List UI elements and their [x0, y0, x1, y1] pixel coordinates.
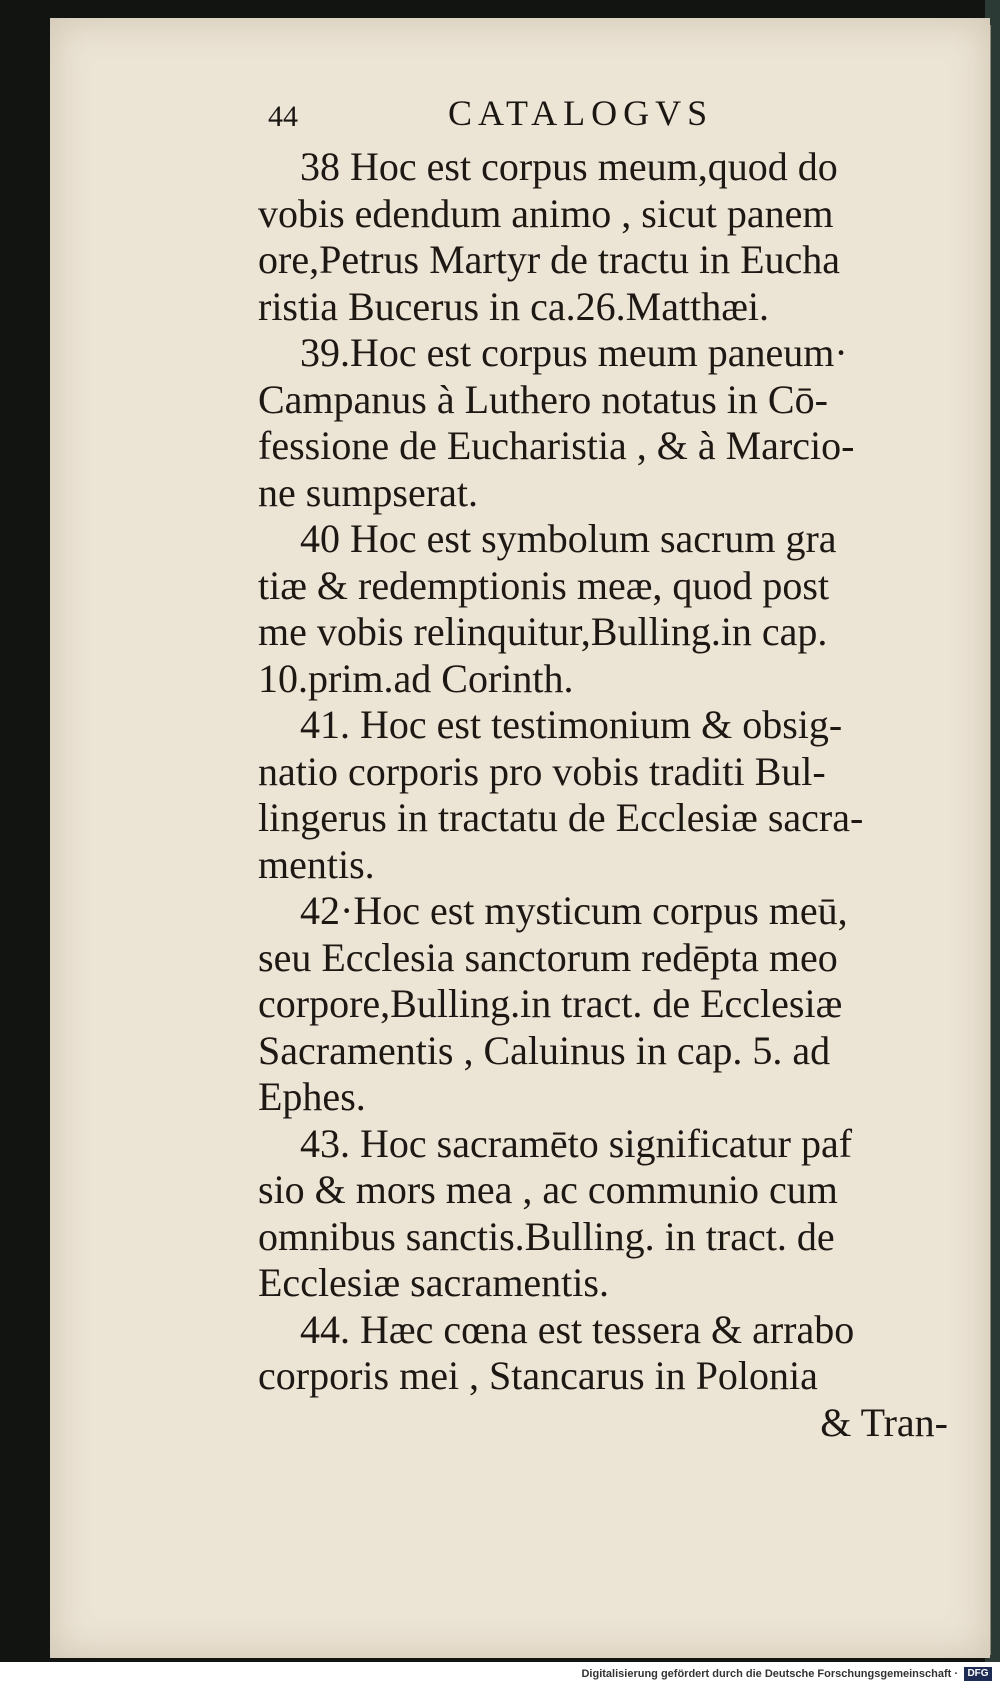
- text-line: 38 Hoc est corpus meum,quod do: [300, 144, 838, 189]
- text-line: 40 Hoc est symbolum sacrum gra: [300, 516, 837, 561]
- text-line: corporis mei , Stancarus in Polonia: [258, 1353, 818, 1398]
- text-line: corpore,Bulling.in tract. de Ecclesiæ: [258, 981, 843, 1026]
- text-line: lingerus in tractatu de Ecclesiæ sacra-: [258, 795, 864, 840]
- text-body: [258, 144, 948, 1446]
- text-line: me vobis relinquitur,Bulling.in cap.: [258, 609, 828, 654]
- text-line: ore,Petrus Martyr de tractu in Eucha: [258, 237, 841, 282]
- text-line: Campanus à Luthero notatus in Cō-: [258, 376, 828, 422]
- text-line: 43. Hoc sacramēto significatur paf: [300, 1120, 853, 1166]
- dfg-logo-icon: DFG: [964, 1667, 992, 1681]
- text-line: Ecclesiæ sacramentis.: [258, 1260, 609, 1305]
- page-number: 44: [268, 100, 298, 133]
- page-header: [268, 92, 988, 142]
- text-line: mentis.: [258, 841, 375, 887]
- text-line: sio & mors mea , ac communio cum: [258, 1167, 838, 1212]
- text-line: Sacramentis , Caluinus in cap. 5. ad: [258, 1027, 831, 1073]
- text-line: fessione de Eucharistia , & à Marcio-: [258, 423, 855, 468]
- text-line: 41. Hoc est testimonium & obsig-: [300, 702, 843, 747]
- text-line: vobis edendum animo , sicut panem: [258, 190, 834, 236]
- text-line: ristia Bucerus in ca.26.Matthæi.: [258, 283, 770, 329]
- running-head: CATALOGVS: [448, 93, 714, 133]
- text-line: seu Ecclesia sanctorum redēpta meo: [258, 934, 838, 980]
- text-line: 39.Hoc est corpus meum paneum·: [300, 330, 848, 375]
- text-line: 44. Hæc cœna est tessera & arrabo: [300, 1306, 855, 1352]
- digitization-footer: [0, 1662, 1000, 1690]
- catchword: & Tran-: [820, 1399, 948, 1445]
- text-line: Ephes.: [258, 1074, 366, 1119]
- text-line: 42·Hoc est mysticum corpus meū,: [300, 888, 848, 933]
- text-line: ne sumpserat.: [258, 469, 478, 515]
- text-line: 10.prim.ad Corinth.: [258, 655, 574, 701]
- text-line: tiæ & redemptionis meæ, quod post: [258, 562, 830, 608]
- text-line: omnibus sanctis.Bulling. in tract. de: [258, 1213, 835, 1259]
- text-line: natio corporis pro vobis traditi Bul-: [258, 748, 826, 794]
- footer-credit: Digitalisierung gefördert durch die Deutsche Forschungsgemeinschaft ·: [581, 1668, 958, 1680]
